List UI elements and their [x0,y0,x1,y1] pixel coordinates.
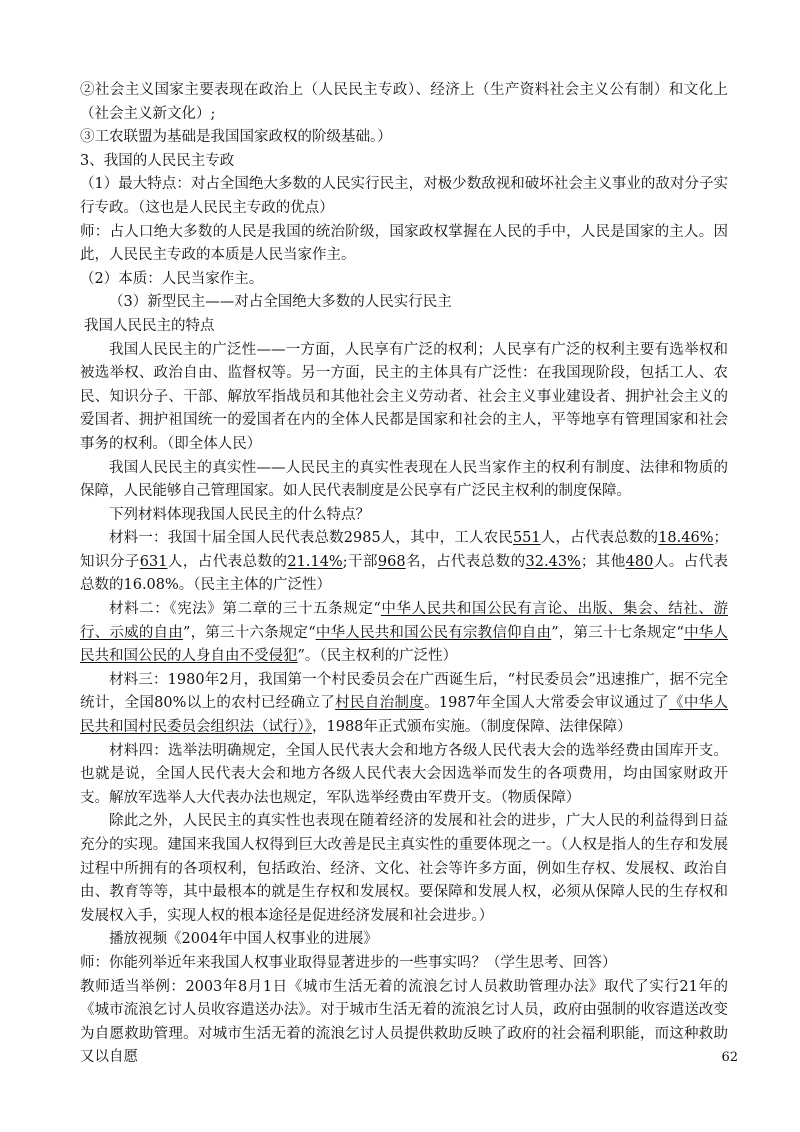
section-heading: 3、我国的人民民主专政 [80,152,235,169]
paragraph: （3）新型民主——对占全国绝大多数的人民实行民主 [109,294,452,311]
paragraph: （1）最大特点：对占全国绝大多数的人民实行民主，对极少数敌视和破坏社会主义事业的敌对分子实行专政。（这也是人民民主专政的优点） [80,176,728,216]
text: 人，占代表总数的 [167,553,288,570]
underlined-term: 《中华人民共和国村民委员会组织法（试行）》 [80,695,729,736]
text: ”，第三十七条规定“ [551,624,684,641]
underlined-number: 631 [139,553,168,570]
text: 人。占代表总数的16.08%。（民主主体的广泛性） [80,553,729,594]
material-1 [80,527,728,598]
question: 下列材料体现我国人民民主的什么特点？ [109,506,370,523]
text: 材料一：我国十届全国人民代表总数2985人，其中，工人农民 [109,530,513,547]
text: 人，占代表总数的 [540,530,659,547]
underlined-number: 968 [377,553,406,570]
underlined-number: 32.43% [525,553,581,570]
text: 名，占代表总数的 [405,553,526,570]
paragraph: （2）本质：人民当家作主。 [80,270,264,287]
text: ”，第三十六条规定“ [182,624,316,641]
paragraph: 师：占人口绝大多数的人民是我国的统治阶级，国家政权掌握在人民的手中，人民是国家的主人。因此，人民民主专政的本质是人民当家作主。 [80,223,728,264]
underlined-number: 480 [625,553,654,570]
material-4: 材料四：选举法明确规定，全国人民代表大会和地方各级人民代表大会的选举经费由国库开支。也就是说，全国人民代表大会和地方各级人民代表大会因选举而发生的各项费用，均由国家财政开支。解放军选举人大代表办法也规定，军队选举经费由军费开支。（物质保障） [80,742,728,806]
page-number: 62 [721,1050,738,1065]
paragraph: 播放视频《2004年中国人权事业的进展》 [109,931,378,948]
paragraph: 师：你能列举近年来我国人权事业取得显著进步的一些事实吗？（学生思考、回答） [80,954,617,971]
material-3 [80,669,728,740]
text: 材料二：《宪法》第二章的三十五条规定“ [109,601,381,618]
text: ；知识分子 [80,530,728,570]
underlined-term: 村民自治制度 [335,695,425,712]
material-2 [80,598,728,669]
paragraph: ②社会主义国家主要表现在政治上（人民民主专政）、经济上（生产资料社会主义公有制）和文化上（社会主义新文化）; [80,82,728,122]
text: ；其他 [580,553,626,570]
underlined-number: 21.14% [287,553,343,570]
underlined-number: 551 [512,530,541,547]
underlined-quote: 中华人民共和国公民有宗教信仰自由 [315,624,552,641]
subheading: 我国人民民主的特点 [84,317,215,334]
underlined-number: 18.46% [658,530,714,547]
paragraph: 教师适当举例：2003年8月1日《城市生活无着的流浪乞讨人员救助管理办法》取代了实行21年的《城市流浪乞讨人员收容遣送办法》。对于城市生活无着的流浪乞讨人员，政府由强制的收容遣送改变为自愿救助管理。对城市生活无着的流浪乞讨人员提供救助反映了政府的社会福利职能，而这种救助又以自愿 [80,978,728,1066]
document-body [80,79,728,1070]
underlined-quote: 中华人民共和国公民有言论、出版、集会、结社、游行、示威的自由 [80,601,728,641]
text: ;干部 [342,553,378,570]
text: ”。（民主权利的广泛性） [297,648,458,665]
paragraph: 除此之外，人民民主的真实性也表现在随着经济的发展和社会的进步，广大人民的利益得到日益充分的实现。建国来我国人权得到巨大改善是民主真实性的重要体现之一。（人权是指人的生存和发展过程中所拥有的各项权利，包括政治、经济、文化、社会等许多方面，例如生存权、发展权、政治自由、教育等等，其中最根本的就是生存权和发展权。要保障和发展人权，必须从保障人民的生存权和发展权入手，实现人权的根本途径是促进经济发展和社会进步。） [80,813,728,924]
paragraph: 我国人民民主的真实性——人民民主的真实性表现在人民当家作主的权利有制度、法律和物质的保障，人民能够自己管理国家。如人民代表制度是公民享有广泛民主权利的制度保障。 [80,459,728,500]
text: 材料三：1980年2月，我国第一个村民委员会在广西诞生后，“村民委员会”迅速推广，据不完全统计，全国80%以上的农村已经确立了 [80,671,728,712]
text: ，1988年正式颁布实施。（制度保障、法律保障） [312,719,632,736]
text: 。1987年全国人大常委会审议通过了 [424,695,670,712]
paragraph: ③工农联盟为基础是我国国家政权的阶级基础。） [80,129,392,146]
paragraph: 我国人民民主的广泛性——一方面，人民享有广泛的权利；人民享有广泛的权利主要有选举权和被选举权、政治自由、监督权等。另一方面，民主的主体具有广泛性：在我国现阶段，包括工人、农民、知识分子、干部、解放军指战员和其他社会主义劳动者、社会主义事业建设者、拥护社会主义的爱国者、拥护祖国统一的爱国者在内的全体人民都是国家和社会的主人，平等地享有管理国家和社会事务的权利。（即全体人民） [80,341,728,452]
underlined-quote: 中华人民共和国公民的人身自由不受侵犯 [80,624,729,665]
